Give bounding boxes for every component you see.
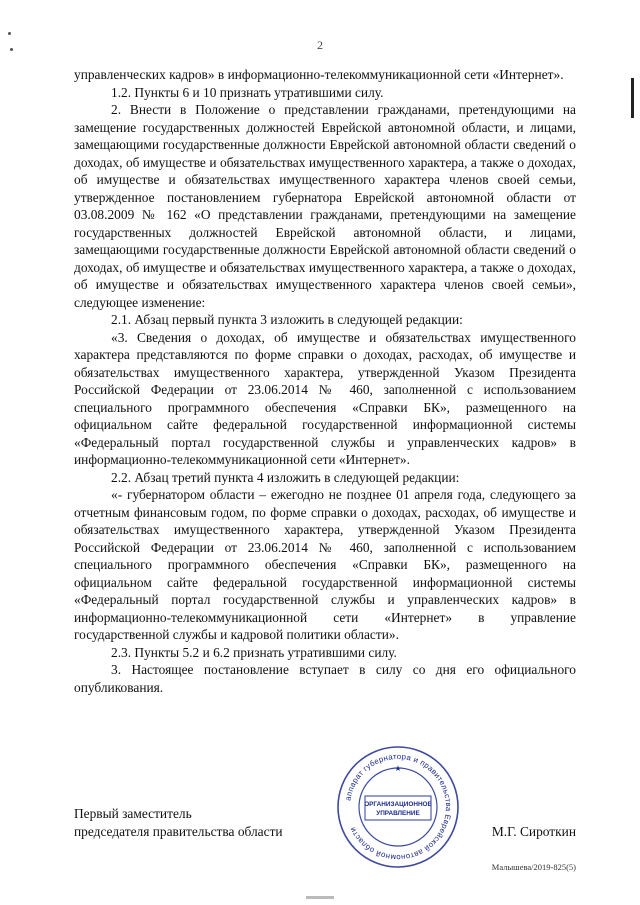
signer-title-line2: председателя правительства области: [74, 824, 283, 839]
official-stamp: [335, 744, 461, 870]
stamp-outer-text: аппарат губернатора и правительства Еврейской автономной области: [343, 751, 454, 863]
paragraph: 2.3. Пункты 5.2 и 6.2 признать утратившими силу.: [111, 644, 397, 660]
paragraph: 2.2. Абзац третий пункта 4 изложить в следующей редакции:: [111, 469, 460, 485]
stamp-inner-line2: УПРАВЛЕНИЕ: [376, 810, 420, 817]
signature-block: [74, 805, 576, 841]
paragraph: управленческих кадров» в информационно-телекоммуникационной сети «Интернет».: [74, 67, 564, 82]
scan-edge-mark: [631, 78, 634, 118]
paragraph: 2. Внести в Положение о представлении гражданами, претендующими на замещение государственных должностей Еврейской автономной области, и лицами, замещающими государственные должности Еврейской автономной области сведений о доходах, об имуществе и обязательствах имущественного характера, а также о доходах, об имуществе и обязательствах имущественного характера членов своей семьи, утвержденное постановлением губернатора Еврейской автономной области от 03.08.2009 № 162 «О представлении гражданами, претендующими на замещение государственных должностей Еврейской автономной области, и лицами, замещающими государственные должности Еврейской автономной области сведений о доходах, об имуществе и обязательствах имущественного характера, а также о доходах, об имуществе и обязательствах имущественного характера членов своей семьи», следующее изменение:: [74, 102, 576, 310]
paragraph: 2.1. Абзац первый пункта 3 изложить в следующей редакции:: [111, 312, 463, 327]
signer-title-line1: Первый заместитель: [74, 806, 192, 821]
stamp-inner-line1: ОРГАНИЗАЦИОННОЕ: [364, 801, 432, 808]
page-number: 2: [317, 38, 323, 52]
scan-dot: [8, 32, 11, 35]
signer-name: М.Г. Сироткин: [491, 824, 576, 839]
paragraph: «3. Сведения о доходах, об имуществе и обязательствах имущественного характера представляются по форме справки о доходах, расходах, об имуществе и обязательствах имущественного характера, утвержденной Указом Президента Российской Федерации от 23.06.2014 № 460, заполненной с использованием специального программного обеспечения «Справки БК», размещенного на официальном сайте федеральной государственной информационной системы «Федеральный портал государственной службы и управленческих кадров» в информационно-телекоммуникационной сети «Интернет».: [74, 329, 576, 467]
document-body: [74, 66, 576, 696]
paragraph: «- губернатором области – ежегодно не позднее 01 апреля года, следующего за отчетным финансовым годом, по форме справки о доходах, расходах, об имуществе и обязательствах имущественного характера, утвержденной Указом Президента Российской Федерации от 23.06.2014 № 460, заполненной с использованием специального программного обеспечения «Справки БК», размещенного на официальном сайте федеральной государственной информационной системы «Федеральный портал государственной службы и управленческих кадров» в информационно-телекоммуникационной сети «Интернет» в управление государственной службы и кадровой политики области».: [74, 487, 576, 642]
paragraph: 3. Настоящее постановление вступает в силу со дня его официального опубликования.: [74, 662, 576, 695]
paragraph: 1.2. Пункты 6 и 10 признать утратившими силу.: [111, 84, 384, 100]
scan-bottom-mark: [306, 896, 334, 899]
stamp-star-icon: ★: [394, 764, 402, 773]
document-reference: Малышева/2019-825(5): [491, 862, 576, 872]
scan-dot: [10, 48, 13, 51]
